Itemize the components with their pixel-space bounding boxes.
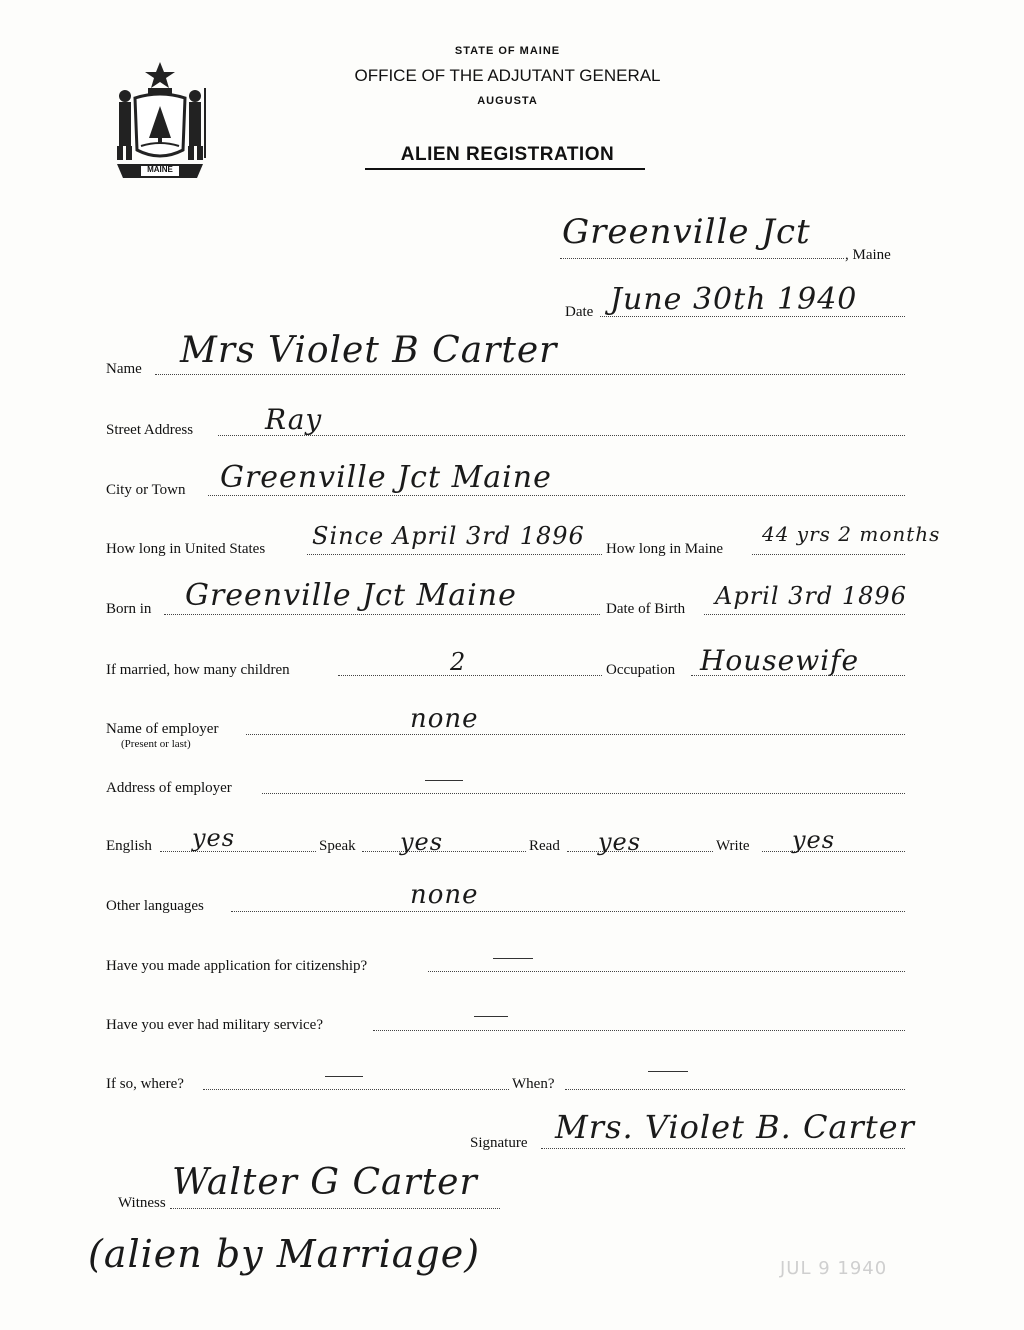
dob-line: [704, 614, 905, 615]
born-in-label: Born in: [106, 601, 152, 617]
children-line: [338, 675, 602, 676]
where-label: If so, where?: [106, 1076, 184, 1092]
employer-value: none: [410, 704, 479, 734]
when-label: When?: [512, 1076, 555, 1092]
other-languages-value: none: [410, 880, 479, 910]
header-state: STATE OF MAINE: [454, 45, 561, 57]
speak-line: [362, 851, 526, 852]
speak-value: yes: [400, 828, 444, 856]
location-value: Greenville Jct: [562, 212, 811, 252]
where-dash: [325, 1076, 363, 1077]
title-underline: [365, 168, 645, 170]
employer-address-dash: [425, 780, 463, 781]
children-label: If married, how many children: [106, 662, 290, 678]
speak-label: Speak: [319, 838, 356, 854]
form-title: ALIEN REGISTRATION: [400, 144, 615, 165]
employer-address-label: Address of employer: [106, 780, 232, 796]
name-line: [155, 374, 905, 375]
employer-line: [246, 734, 905, 735]
signature-line: [541, 1148, 905, 1149]
employer-sublabel: (Present or last): [121, 738, 191, 750]
when-dash: [648, 1071, 688, 1072]
where-line: [203, 1089, 509, 1090]
header-city: AUGUSTA: [477, 95, 538, 107]
occupation-label: Occupation: [606, 662, 676, 678]
employer-address-line: [262, 793, 905, 794]
born-in-value: Greenville Jct Maine: [185, 578, 517, 613]
date-label: Date: [565, 304, 594, 320]
write-label: Write: [716, 838, 750, 854]
received-date-stamp: JUL 9 1940: [780, 1258, 888, 1279]
english-line: [160, 851, 316, 852]
location-line: [560, 258, 844, 259]
citizenship-dash: [493, 958, 533, 959]
born-in-line: [164, 614, 600, 615]
city-line: [208, 495, 905, 496]
city-value: Greenville Jct Maine: [220, 460, 552, 495]
children-value: 2: [450, 648, 467, 676]
name-label: Name: [106, 361, 142, 377]
employer-label: Name of employer: [106, 721, 219, 737]
military-line: [373, 1030, 905, 1031]
how-long-us-line: [307, 554, 602, 555]
date-line: [600, 316, 905, 317]
citizenship-label: Have you made application for citizenship?: [106, 958, 368, 974]
military-label: Have you ever had military service?: [106, 1017, 323, 1033]
english-label: English: [106, 838, 152, 854]
seal-banner: MAINE: [147, 165, 173, 174]
military-dash: [474, 1016, 508, 1017]
how-long-maine-line: [752, 554, 905, 555]
english-value: yes: [192, 824, 236, 852]
signature-value: Mrs. Violet B. Carter: [555, 1108, 915, 1146]
how-long-maine-value: 44 yrs 2 months: [762, 522, 941, 546]
alien-by-marriage-note: (alien by Marriage): [88, 1232, 481, 1276]
read-label: Read: [529, 838, 560, 854]
occupation-value: Housewife: [700, 644, 860, 677]
how-long-us-label: How long in United States: [106, 541, 266, 557]
dob-value: April 3rd 1896: [715, 582, 907, 610]
witness-label: Witness: [118, 1195, 166, 1211]
city-label: City or Town: [106, 482, 186, 498]
how-long-maine-label: How long in Maine: [606, 541, 724, 557]
other-languages-label: Other languages: [106, 898, 204, 914]
date-value: June 30th 1940: [610, 282, 858, 317]
dob-label: Date of Birth: [606, 601, 686, 617]
other-languages-line: [231, 911, 905, 912]
write-value: yes: [792, 826, 836, 854]
witness-value: Walter G Carter: [172, 1162, 478, 1203]
witness-line: [170, 1208, 500, 1209]
street-value: Ray: [265, 403, 323, 436]
header-office: OFFICE OF THE ADJUTANT GENERAL: [354, 66, 661, 85]
street-label: Street Address: [106, 422, 194, 438]
read-value: yes: [598, 828, 642, 856]
name-value: Mrs Violet B Carter: [180, 330, 558, 371]
location-suffix: , Maine: [845, 247, 891, 263]
how-long-us-value: Since April 3rd 1896: [312, 522, 585, 550]
signature-label: Signature: [470, 1135, 528, 1151]
when-line: [565, 1089, 905, 1090]
citizenship-line: [428, 971, 905, 972]
